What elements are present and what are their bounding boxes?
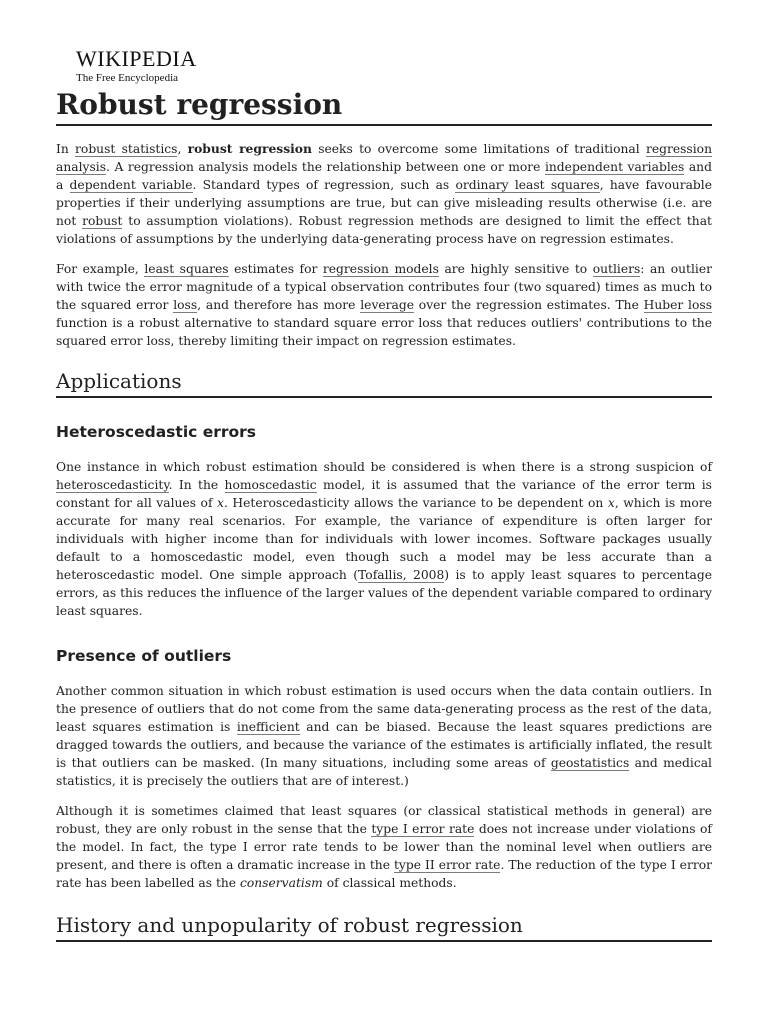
intro-paragraph-2: For example, least squares estimates for regression models are highly sensitive to outliers: an outlier with twice the error magnitude of a typical observation contributes four (two squared) times as much to the squared error loss, and therefore has more leverage over the regression estimates. The Huber loss function is a robust alternative to standard square error loss that reduces outliers' contributions to the squared error loss, thereby limiting their impact on regression estimates. <box>56 262 713 348</box>
link-heteroscedasticity[interactable]: heteroscedasticity <box>56 478 169 492</box>
link-huber-loss[interactable]: Huber loss <box>643 298 713 312</box>
link-type-ii-error-rate[interactable]: type II error rate <box>393 858 501 872</box>
subsection-heading-heteroscedastic: Heteroscedastic errors <box>56 423 257 441</box>
link-inefficient[interactable]: inefficient <box>236 720 300 734</box>
section-heading-history: History and unpopularity of robust regression <box>56 912 712 942</box>
section-heading-applications: Applications <box>56 368 712 398</box>
link-dependent-variable[interactable]: dependent variable <box>69 178 193 192</box>
link-leverage[interactable]: leverage <box>360 298 415 312</box>
logo-wordmark: WIKIPEDIA <box>76 46 197 71</box>
outliers-paragraph-2: Although it is sometimes claimed that least squares (or classical statistical methods in general) are robust, they are only robust in the sense that the type I error rate does not increase under violations of the model. In fact, the type I error rate tends to be lower than the nominal level when outliers are present, and there is often a dramatic increase in the type II error rate. The reduction of the type I error rate has been labelled as the conservatism of classical methods. <box>56 804 712 890</box>
article-content <box>56 48 712 942</box>
link-tofallis-2008[interactable]: Tofallis, 2008 <box>358 568 445 582</box>
subsection-heading-outliers: Presence of outliers <box>56 647 232 665</box>
link-loss[interactable]: loss <box>173 298 198 312</box>
link-robust[interactable]: robust <box>82 214 123 228</box>
link-robust-statistics[interactable]: robust statistics <box>75 142 178 156</box>
logo-tagline: The Free Encyclopedia <box>76 72 179 84</box>
wikipedia-logo[interactable] <box>76 48 712 86</box>
link-homoscedastic[interactable]: homoscedastic <box>224 478 317 492</box>
link-regression-analysis[interactable]: regression analysis <box>56 142 712 174</box>
outliers-paragraph-1: Another common situation in which robust estimation is used occurs when the data contain outliers. In the presence of outliers that do not come from the same data-generating process as the rest of the data, least squares estimation is inefficient and can be biased. Because the least squares predictions are dragged towards the outliers, and because the variance of the estimates is artificially inflated, the result is that outliers can be masked. (In many situations, including some areas of geostatistics and medical statistics, it is precisely the outliers that are of interest.) <box>56 684 712 788</box>
page-title: Robust regression <box>56 87 712 126</box>
link-regression-models[interactable]: regression models <box>322 262 439 276</box>
bold-term: robust regression <box>187 141 312 156</box>
link-geostatistics[interactable]: geostatistics <box>550 756 630 770</box>
link-outliers[interactable]: outliers <box>592 262 641 276</box>
link-least-squares[interactable]: least squares <box>144 262 229 276</box>
intro-paragraph-1: In robust statistics, robust regression seeks to overcome some limitations of traditional regression analysis. A regression analysis models the relationship between one or more independent variables and a dependent variable. Standard types of regression, such as ordinary least squares, have favourable properties if their underlying assumptions are true, but can give misleading results otherwise (i.e. are not robust to assumption violations). Robust regression methods are designed to limit the effect that violations of assumptions by the underlying data-generating process have on regression estimates. <box>56 141 712 246</box>
link-independent-variables[interactable]: independent variables <box>544 160 685 174</box>
hetero-paragraph: One instance in which robust estimation should be considered is when there is a strong suspicion of heteroscedasticity. In the homoscedastic model, it is assumed that the variance of the error term is constant for all values of x. Heteroscedasticity allows the variance to be dependent on x, which is more accurate for many real scenarios. For example, the variance of expenditure is often larger for individuals with higher income than for individuals with lower incomes. Software packages usually default to a homoscedastic model, even though such a model may be less accurate than a heteroscedastic model. One simple approach (Tofallis, 2008) is to apply least squares to percentage errors, as this reduces the influence of the larger values of the dependent variable compared to ordinary least squares. <box>56 460 712 618</box>
link-ordinary-least-squares[interactable]: ordinary least squares <box>455 178 600 192</box>
link-type-i-error-rate[interactable]: type I error rate <box>371 822 475 836</box>
